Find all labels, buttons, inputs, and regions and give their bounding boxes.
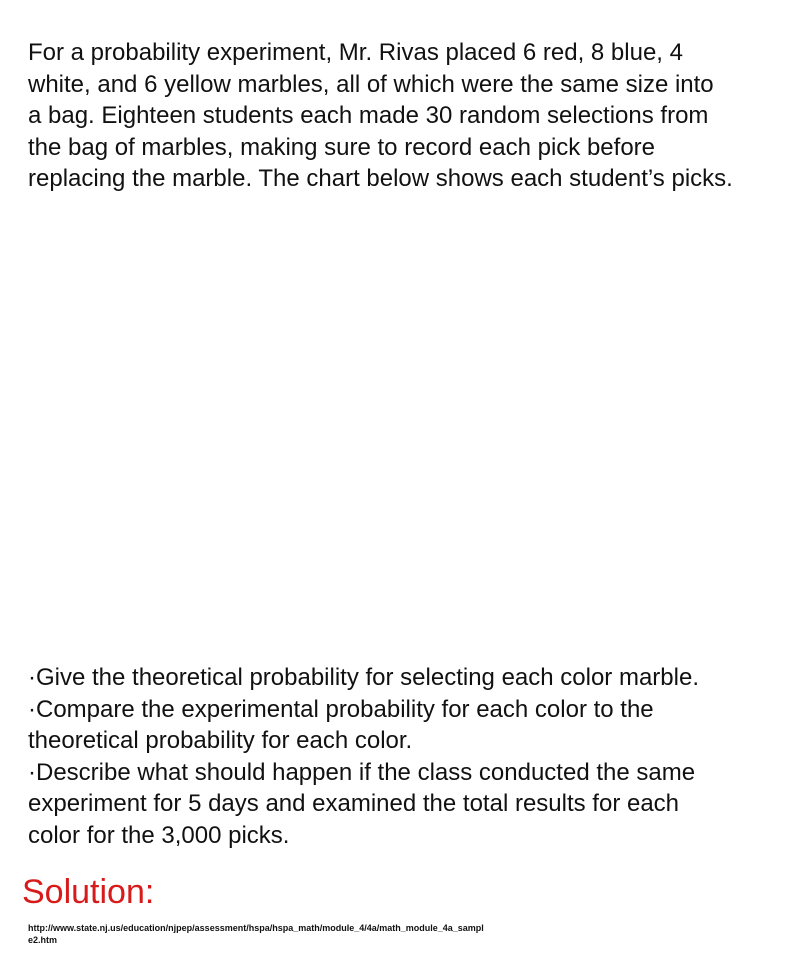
question-five-day-experiment: ·Describe what should happen if the class conducted the same experiment for 5 days and examined the total results for each color for the 3,000 picks. <box>28 758 696 849</box>
problem-statement: For a probability experiment, Mr. Rivas placed 6 red, 8 blue, 4 white, and 6 yellow marbles, all of which were the same size into a bag. Eighteen students each made 30 random selections from the bag of marbles, making sure to record each pick before replacing the marble. The chart below shows each student’s picks. <box>28 39 733 192</box>
source-url-text: http://www.state.nj.us/education/njpep/assessment/hspa/hspa_math/module_4/4a/math_module_4a_sampl e2.htm <box>28 923 484 945</box>
question-theoretical-probability: ·Give the theoretical probability for selecting each color marble. <box>28 664 699 691</box>
question-list <box>28 662 788 851</box>
solution-heading: Solution: <box>22 873 155 911</box>
question-compare-probabilities: ·Compare the experimental probability for each color to the theoretical probability for each color. <box>28 695 654 754</box>
